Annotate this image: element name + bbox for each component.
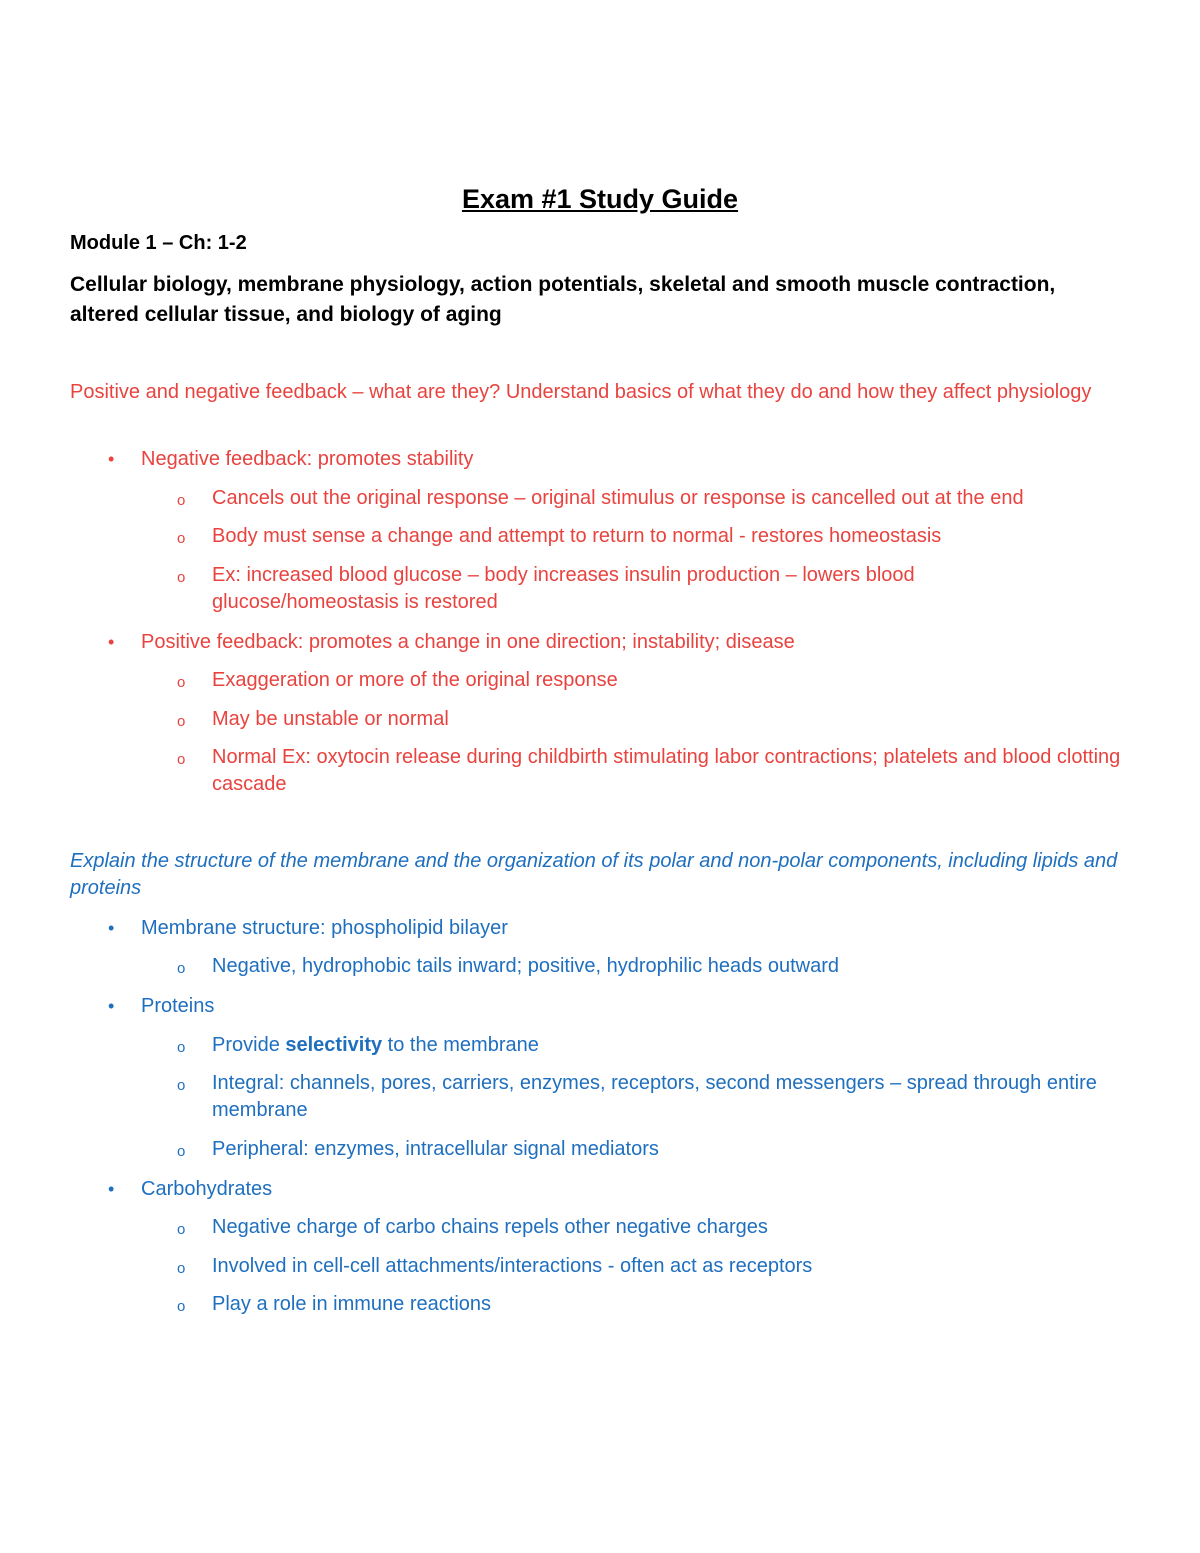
sub-item-text: Negative charge of carbo chains repels other negative charges <box>212 1216 768 1238</box>
list-item-label: Membrane structure: phospholipid bilayer <box>141 917 508 939</box>
bullet-icon: • <box>108 918 115 938</box>
sub-bullet-icon: o <box>177 1260 186 1277</box>
sub-item-text: Play a role in immune reactions <box>212 1293 492 1315</box>
sub-item <box>177 485 1142 512</box>
sub-item-text: Cancels out the original response – original stimulus or response is cancelled out at the end <box>212 487 1024 509</box>
sub-item-text: Exaggeration or more of the original response <box>212 669 618 691</box>
sub-bullet-icon: o <box>177 960 186 977</box>
list-item-label: Positive feedback: promotes a change in one direction; instability; disease <box>141 631 795 653</box>
sub-item <box>177 1291 1142 1318</box>
sub-item <box>177 744 1132 798</box>
sub-item <box>177 706 1142 733</box>
sub-item <box>177 1136 1142 1163</box>
sub-bullet-icon: o <box>177 674 186 691</box>
sub-item-text: Integral: channels, pores, carriers, enzymes, receptors, second messengers – spread through entire membrane <box>212 1072 1097 1121</box>
sub-item-text-prefix: Provide <box>212 1034 286 1056</box>
sub-item <box>177 523 1142 550</box>
sub-bullet-icon: o <box>177 1221 186 1238</box>
list-item-negative-feedback <box>108 446 1141 473</box>
list-item-label: Negative feedback: promotes stability <box>141 448 474 470</box>
sub-bullet-icon: o <box>177 569 186 586</box>
sub-bullet-icon: o <box>177 1039 186 1056</box>
sub-bullet-icon: o <box>177 751 186 768</box>
sub-item <box>177 562 1012 616</box>
sub-item-text-bold: selectivity <box>285 1034 383 1056</box>
sub-item <box>177 1032 1142 1059</box>
sub-item-text: Body must sense a change and attempt to return to normal - restores homeostasis <box>212 525 942 547</box>
sub-item-text: Peripheral: enzymes, intracellular signal mediators <box>212 1138 659 1160</box>
list-item-carbohydrates <box>108 1176 1141 1203</box>
sub-item-text: Ex: increased blood glucose – body increases insulin production – lowers blood glucose/homeostasis is restored <box>212 564 915 613</box>
sub-item-text: Normal Ex: oxytocin release during childbirth stimulating labor contractions; platelets and blood clotting cascade <box>212 746 1121 795</box>
bullet-icon: • <box>108 996 115 1016</box>
sub-bullet-icon: o <box>177 1143 186 1160</box>
list-item-proteins <box>108 993 1141 1020</box>
sub-item <box>177 953 1142 980</box>
bullet-icon: • <box>108 449 115 469</box>
sub-bullet-icon: o <box>177 530 186 547</box>
list-item-positive-feedback <box>108 629 1141 656</box>
sub-item <box>177 667 1142 694</box>
sub-bullet-icon: o <box>177 1077 186 1094</box>
sub-bullet-icon: o <box>177 1298 186 1315</box>
sub-item <box>177 1253 1142 1280</box>
topics-heading: Cellular biology, membrane physiology, action potentials, skeletal and smooth muscle contraction, altered cellular tissue, and biology of aging <box>70 273 1056 326</box>
sub-item <box>177 1070 1122 1124</box>
feedback-question: Positive and negative feedback – what are they? Understand basics of what they do and how they affect physiology <box>70 381 1092 403</box>
sub-item-text: Negative, hydrophobic tails inward; positive, hydrophilic heads outward <box>212 955 840 977</box>
sub-bullet-icon: o <box>177 492 186 509</box>
sub-item-text-suffix: to the membrane <box>382 1034 539 1056</box>
membrane-question: Explain the structure of the membrane and the organization of its polar and non-polar components, including lipids and proteins <box>70 850 1118 899</box>
sub-item-text: Involved in cell-cell attachments/interactions - often act as receptors <box>212 1255 813 1277</box>
module-heading: Module 1 – Ch: 1-2 <box>70 232 247 254</box>
list-item-label: Carbohydrates <box>141 1178 273 1200</box>
sub-bullet-icon: o <box>177 713 186 730</box>
sub-item-text: May be unstable or normal <box>212 708 449 730</box>
page-title: Exam #1 Study Guide <box>461 184 739 214</box>
list-item-membrane-structure <box>108 915 1141 942</box>
bullet-icon: • <box>108 632 115 652</box>
bullet-icon: • <box>108 1179 115 1199</box>
sub-item <box>177 1214 1142 1241</box>
list-item-label: Proteins <box>141 995 215 1017</box>
